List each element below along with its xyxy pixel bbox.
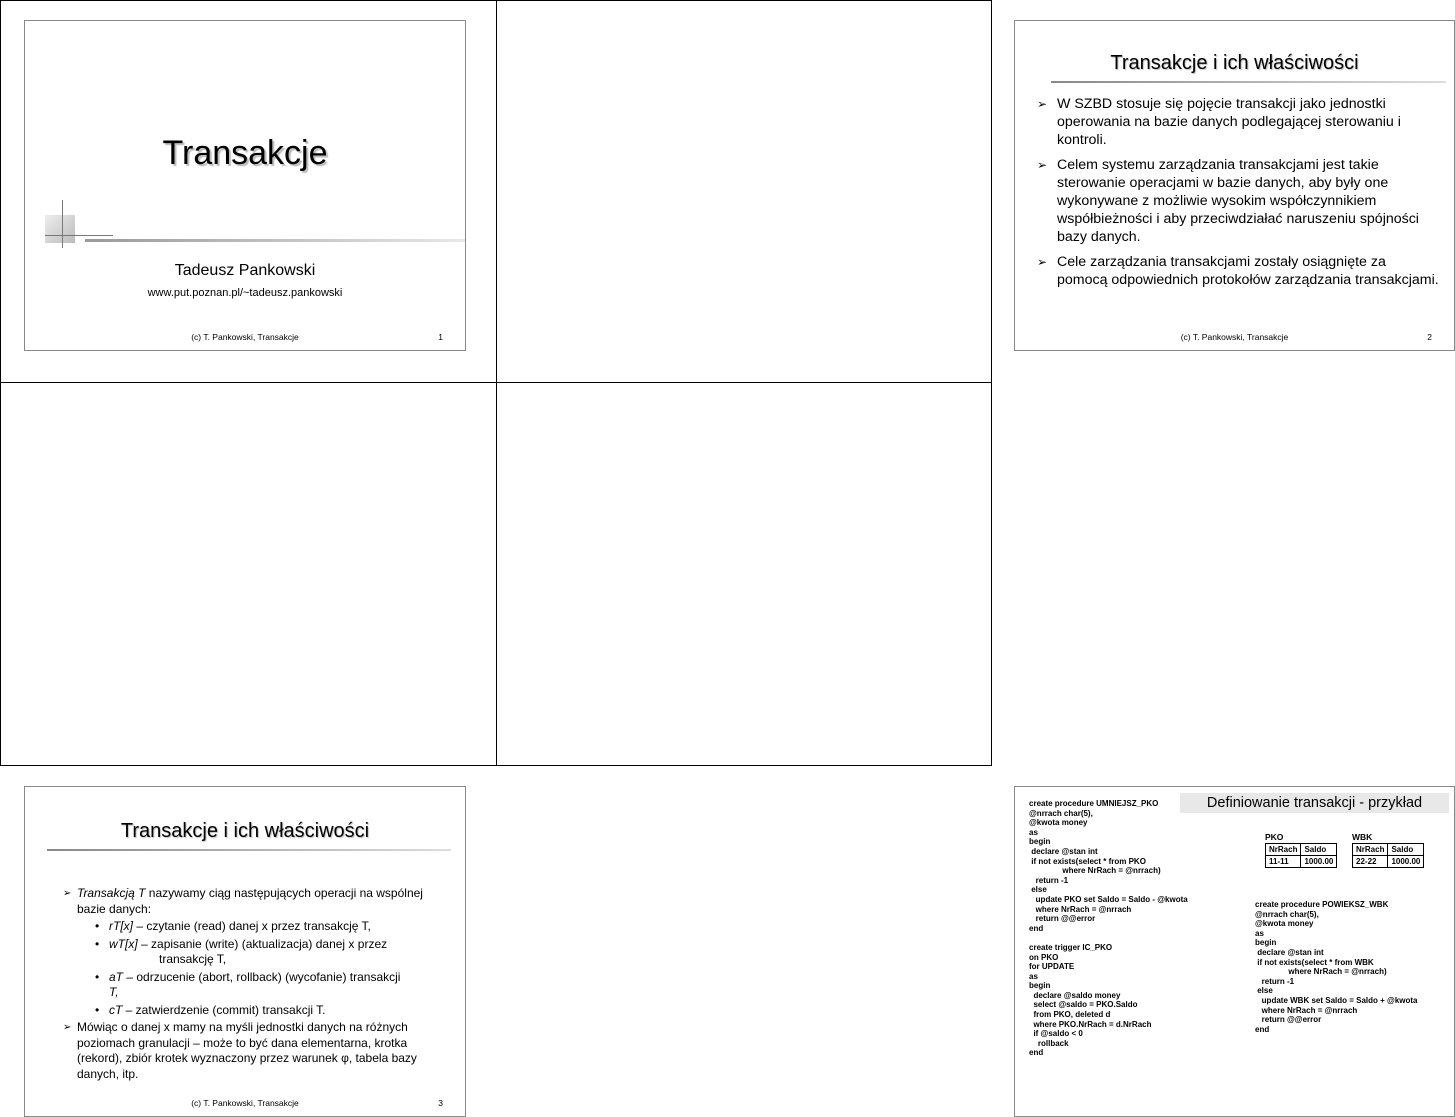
operation-desc: – zatwierdzenie (commit) transakcji T. [122,1002,326,1017]
operation-symbol: cT [109,1002,123,1017]
table-caption: PKO [1265,832,1284,842]
slide-title: Transakcje [162,134,328,172]
table-cell: 1000.00 [1301,856,1337,868]
operation-list [95,919,445,1018]
slide-2 [1014,20,1455,351]
page-quadrant-2 [496,0,1439,383]
bullet-text: Celem systemu zarządzania transakcjami jest takie sterowanie operacjami w bazie danych, aby były one wykonywane z możliwie wysokim współczynnikiem współbieżności i aby przeciwdziałać naruszeniu spójności bazy danych. [1057,157,1419,245]
arrow-bullet-icon: ➢ [1037,158,1048,172]
slide-title: Transakcje i ich właściwości [120,820,370,842]
slide-3 [24,786,466,1117]
operation-item [95,970,445,1001]
page-quadrant-3 [0,382,497,1108]
term: Transakcją T [77,886,146,900]
bullet-item [63,886,445,1018]
operation-desc: – czytanie (read) danej x przez transakcję T, [133,919,371,933]
table-header: Saldo [1301,844,1337,856]
bullet-text: nazywamy ciąg następujących operacji na wspólnej bazie danych: [77,886,423,916]
dot-bullet-icon: • [95,936,100,951]
arrow-bullet-icon: ➢ [1037,97,1048,111]
arrow-bullet-icon: ➢ [63,888,72,899]
operation-desc-cont: transakcję T, [159,952,227,966]
operation-symbol: rT[x] [109,919,133,933]
bullet-item [1037,253,1440,289]
bullet-text: Mówiąc o danej x mamy na myśli jednostki danych na różnych poziomach granulacji – może to być dana elementarna, krotka (rekord), zbiór krotek wyznaczony przez warunek φ, tabela bazy danych, itp. [77,1020,417,1081]
page-number: 1 [438,332,443,342]
dot-bullet-icon: • [95,919,100,933]
table-cell: 11-11 [1266,856,1301,868]
dot-bullet-icon: • [95,1002,100,1017]
title-underline [1051,81,1446,83]
arrow-bullet-icon: ➢ [63,1022,72,1033]
decorative-vertical-line [62,200,63,248]
table-wbk [1352,832,1424,868]
table-header: NrRach [1353,844,1388,856]
page-quadrant-1 [0,0,497,383]
table-header: Saldo [1388,844,1424,856]
slide-1 [24,20,466,351]
slide-title: Transakcje i ich właściwości [1110,52,1359,74]
operation-item [95,937,445,968]
bullet-item [1037,95,1440,149]
table-pko [1265,832,1337,868]
decorative-horizontal-line [45,235,113,236]
table-cell: 22-22 [1353,856,1388,868]
decorative-square [45,215,75,243]
slide-title: Definiowanie transakcji - przykład [1180,793,1449,813]
operation-item [95,1003,445,1019]
bullet-text: W SZBD stosuje się pojęcie transakcji jako jednostki operowania na bazie danych podlegającej sterowaniu i kontroli. [1057,96,1401,148]
title-underline [85,239,465,242]
arrow-bullet-icon: ➢ [1037,255,1048,269]
operation-symbol: wT[x] [109,936,138,951]
operation-desc: – zapisanie (write) (aktualizacja) danej x przez [137,936,388,951]
code-block-left: create procedure UMNIEJSZ_PKO @nrrach char(5), @kwota money as begin declare @stan int if not exists(select * from PKO where NrRach = @nrrach) return -1 else update PKO set Saldo = Saldo - @kwota where NrRach = @nrrach return @@error end create trigger IC_PKO on PKO for UPDATE as begin declare @saldo money select @saldo = PKO.Saldo from PKO, deleted d where PKO.NrRach = d.NrRach if @saldo < 0 rollback end [1029,799,1188,1058]
code-block-right: create procedure POWIEKSZ_WBK @nrrach char(5), @kwota money as begin declare @stan int if not exists(select * from WBK where NrRach = @nrrach) return -1 else update WBK set Saldo = Saldo + @kwota where NrRach = @nrrach return @@error end [1255,900,1418,1034]
bullet-list [1037,95,1440,296]
slide-4 [1014,786,1455,1117]
operation-desc: – odrzucenie (abort, rollback) (wycofanie) transakcji [123,969,401,984]
slide-footer: (c) T. Pankowski, Transakcje [1180,332,1289,342]
bullet-list [63,886,445,1084]
title-underline [47,849,451,851]
bullet-item [63,1020,445,1082]
slide-footer: (c) T. Pankowski, Transakcje [191,332,299,342]
operation-desc-cont: T, [109,985,119,999]
table-header: NrRach [1266,844,1301,856]
bullet-text: Cele zarządzania transakcjami zostały osiągnięte za pomocą odpowiednich protokołów zarządzania transakcjami. [1057,254,1439,288]
author-name: Tadeusz Pankowski [174,262,316,279]
table-caption: WBK [1352,832,1373,842]
operation-item [95,919,445,935]
table-cell: 1000.00 [1388,856,1424,868]
slide-footer: (c) T. Pankowski, Transakcje [191,1098,299,1108]
page-quadrant-4 [496,382,1423,1058]
page-number: 3 [438,1098,443,1108]
dot-bullet-icon: • [95,969,100,984]
page-number: 2 [1427,332,1432,342]
bullet-item [1037,156,1440,246]
author-url: www.put.poznan.pl/~tadeusz.pankowski [147,287,343,299]
operation-symbol: aT [109,969,124,984]
